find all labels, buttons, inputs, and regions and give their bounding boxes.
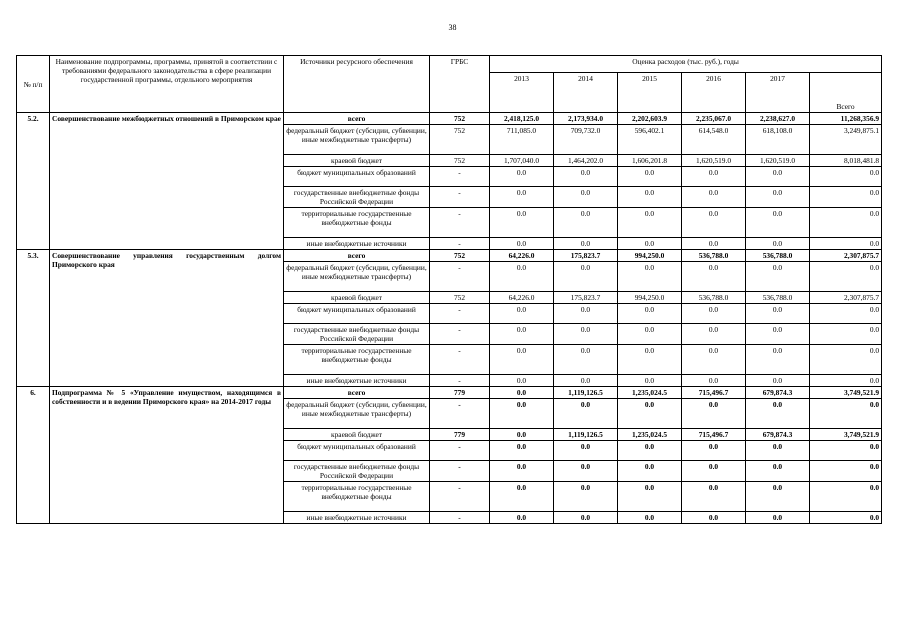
- col-estimate-header: Оценка расходов (тыс. руб.), годы: [490, 56, 882, 73]
- year-value: 0.0: [746, 167, 810, 187]
- funding-source: федеральный бюджет (субсидии, субвенции, иные межбюджетные трансферты): [284, 125, 430, 155]
- header-row: [17, 56, 882, 73]
- year-value: 1,620,519.0: [682, 155, 746, 167]
- year-value: 0.0: [618, 238, 682, 250]
- year-value: 0.0: [746, 375, 810, 387]
- grbs-code: 779: [430, 387, 490, 399]
- total-value: 0.0: [810, 187, 882, 208]
- year-value: 536,788.0: [682, 250, 746, 262]
- funding-source: федеральный бюджет (субсидии, субвенции, иные межбюджетные трансферты): [284, 399, 430, 429]
- total-value: 0.0: [810, 238, 882, 250]
- funding-source: всего: [284, 387, 430, 399]
- year-value: 0.0: [554, 324, 618, 345]
- total-value: 2,307,875.7: [810, 292, 882, 304]
- year-value: 0.0: [490, 324, 554, 345]
- year-value: 0.0: [554, 399, 618, 429]
- grbs-code: 752: [430, 125, 490, 155]
- program-name: Подпрограмма № 5 «Управление имуществом, находящимся в собственности и в ведении Приморского края» на 2014-2017 годы: [50, 387, 284, 524]
- funding-source: бюджет муниципальных образований: [284, 441, 430, 461]
- year-header: 2016: [682, 73, 746, 113]
- total-value: 0.0: [810, 441, 882, 461]
- year-value: 0.0: [618, 324, 682, 345]
- year-value: 0.0: [490, 238, 554, 250]
- funding-source: государственные внебюджетные фонды Российской Федерации: [284, 187, 430, 208]
- year-value: 1,620,519.0: [746, 155, 810, 167]
- year-value: 0.0: [746, 208, 810, 238]
- page-number: 38: [448, 23, 457, 32]
- year-value: 0.0: [490, 187, 554, 208]
- year-value: 0.0: [554, 512, 618, 524]
- year-value: 0.0: [490, 345, 554, 375]
- col-name-header: Наименование подпрограммы, программы, принятой в соответствии с требованиями федерального законодательства в сфере реализации государственной программы, отдельного мероприятия: [50, 56, 284, 113]
- year-value: 0.0: [618, 482, 682, 512]
- grbs-code: -: [430, 262, 490, 292]
- year-value: 0.0: [682, 324, 746, 345]
- year-value: 0.0: [618, 187, 682, 208]
- year-value: 0.0: [618, 208, 682, 238]
- total-header: Всего: [810, 73, 882, 113]
- funding-source: иные внебюджетные источники: [284, 512, 430, 524]
- funding-source: краевой бюджет: [284, 292, 430, 304]
- funding-source: краевой бюджет: [284, 155, 430, 167]
- year-value: 0.0: [746, 441, 810, 461]
- grbs-code: -: [430, 345, 490, 375]
- year-value: 0.0: [554, 345, 618, 375]
- year-value: 0.0: [490, 167, 554, 187]
- year-value: 536,788.0: [746, 292, 810, 304]
- year-value: 0.0: [490, 304, 554, 324]
- year-value: 0.0: [490, 482, 554, 512]
- year-header: 2013: [490, 73, 554, 113]
- year-value: 0.0: [618, 375, 682, 387]
- year-value: 711,085.0: [490, 125, 554, 155]
- table-row: [17, 250, 882, 262]
- funding-source: федеральный бюджет (субсидии, субвенции, иные межбюджетные трансферты): [284, 262, 430, 292]
- table-row: [17, 113, 882, 125]
- year-value: 614,548.0: [682, 125, 746, 155]
- year-value: 0.0: [746, 187, 810, 208]
- year-value: 1,235,024.5: [618, 387, 682, 399]
- funding-source: государственные внебюджетные фонды Российской Федерации: [284, 324, 430, 345]
- year-value: 0.0: [490, 387, 554, 399]
- year-value: 0.0: [618, 399, 682, 429]
- year-value: 0.0: [554, 441, 618, 461]
- grbs-code: -: [430, 324, 490, 345]
- year-value: 0.0: [746, 238, 810, 250]
- year-value: 2,238,627.0: [746, 113, 810, 125]
- col-num-header: № п/п: [17, 56, 50, 113]
- grbs-code: -: [430, 375, 490, 387]
- total-value: 0.0: [810, 208, 882, 238]
- year-value: 0.0: [618, 262, 682, 292]
- grbs-code: -: [430, 187, 490, 208]
- grbs-code: -: [430, 238, 490, 250]
- year-header: 2015: [618, 73, 682, 113]
- year-value: 715,496.7: [682, 387, 746, 399]
- grbs-code: 779: [430, 429, 490, 441]
- year-value: 0.0: [746, 324, 810, 345]
- total-value: 0.0: [810, 324, 882, 345]
- year-value: 0.0: [554, 187, 618, 208]
- row-number: 5.3.: [17, 250, 50, 387]
- total-value: 0.0: [810, 461, 882, 482]
- year-value: 0.0: [618, 512, 682, 524]
- total-value: 0.0: [810, 304, 882, 324]
- year-value: 0.0: [682, 187, 746, 208]
- year-value: 0.0: [746, 461, 810, 482]
- year-value: 536,788.0: [746, 250, 810, 262]
- year-value: 175,823.7: [554, 292, 618, 304]
- year-value: 0.0: [746, 262, 810, 292]
- funding-source: всего: [284, 113, 430, 125]
- funding-source: бюджет муниципальных образований: [284, 167, 430, 187]
- year-value: 64,226.0: [490, 292, 554, 304]
- funding-source: государственные внебюджетные фонды Российской Федерации: [284, 461, 430, 482]
- col-grbs-header: ГРБС: [430, 56, 490, 113]
- total-value: 0.0: [810, 375, 882, 387]
- year-value: 715,496.7: [682, 429, 746, 441]
- year-value: 0.0: [554, 375, 618, 387]
- year-value: 0.0: [682, 262, 746, 292]
- funding-source: территориальные государственные внебюджетные фонды: [284, 208, 430, 238]
- grbs-code: -: [430, 441, 490, 461]
- program-name: Совершенствование управления государственным долгом Приморского края: [50, 250, 284, 387]
- year-header: 2014: [554, 73, 618, 113]
- year-value: 0.0: [682, 399, 746, 429]
- grbs-code: 752: [430, 250, 490, 262]
- year-value: 2,173,934.0: [554, 113, 618, 125]
- grbs-code: 752: [430, 292, 490, 304]
- total-value: 0.0: [810, 512, 882, 524]
- year-value: 0.0: [682, 167, 746, 187]
- total-value: 3,249,875.1: [810, 125, 882, 155]
- year-value: 2,235,067.0: [682, 113, 746, 125]
- year-value: 0.0: [490, 262, 554, 292]
- year-value: 0.0: [490, 512, 554, 524]
- year-value: 2,418,125.0: [490, 113, 554, 125]
- year-value: 0.0: [682, 304, 746, 324]
- year-value: 0.0: [618, 304, 682, 324]
- year-value: 0.0: [490, 399, 554, 429]
- row-number: 5.2.: [17, 113, 50, 250]
- year-value: 0.0: [682, 238, 746, 250]
- year-value: 709,732.0: [554, 125, 618, 155]
- year-value: 679,874.3: [746, 387, 810, 399]
- total-value: 0.0: [810, 345, 882, 375]
- program-name: Совершенствование межбюджетных отношений в Приморском крае: [50, 113, 284, 250]
- funding-source: краевой бюджет: [284, 429, 430, 441]
- year-value: 0.0: [682, 461, 746, 482]
- total-value: 3,749,521.9: [810, 429, 882, 441]
- total-value: 11,268,356.9: [810, 113, 882, 125]
- funding-source: бюджет муниципальных образований: [284, 304, 430, 324]
- funding-source: территориальные государственные внебюджетные фонды: [284, 482, 430, 512]
- grbs-code: 752: [430, 113, 490, 125]
- year-value: 536,788.0: [682, 292, 746, 304]
- total-value: 0.0: [810, 482, 882, 512]
- year-value: 0.0: [746, 399, 810, 429]
- table-row: [17, 387, 882, 399]
- grbs-code: 752: [430, 155, 490, 167]
- year-value: 0.0: [618, 167, 682, 187]
- year-value: 0.0: [746, 512, 810, 524]
- row-number: 6.: [17, 387, 50, 524]
- year-value: 0.0: [490, 461, 554, 482]
- total-value: 0.0: [810, 167, 882, 187]
- year-value: 0.0: [682, 482, 746, 512]
- year-value: 0.0: [682, 441, 746, 461]
- year-value: 175,823.7: [554, 250, 618, 262]
- year-value: 596,402.1: [618, 125, 682, 155]
- year-value: 0.0: [554, 208, 618, 238]
- grbs-code: -: [430, 208, 490, 238]
- total-value: 3,749,521.9: [810, 387, 882, 399]
- year-value: 0.0: [618, 461, 682, 482]
- year-value: 1,119,126.5: [554, 429, 618, 441]
- year-value: 0.0: [682, 512, 746, 524]
- year-value: 0.0: [554, 461, 618, 482]
- year-header: 2017: [746, 73, 810, 113]
- year-value: 0.0: [554, 238, 618, 250]
- grbs-code: -: [430, 482, 490, 512]
- year-value: 994,250.0: [618, 250, 682, 262]
- funding-source: иные внебюджетные источники: [284, 375, 430, 387]
- total-value: 8,018,481.8: [810, 155, 882, 167]
- year-value: 994,250.0: [618, 292, 682, 304]
- year-value: 618,108.0: [746, 125, 810, 155]
- year-value: 0.0: [554, 167, 618, 187]
- grbs-code: -: [430, 304, 490, 324]
- year-value: 1,119,126.5: [554, 387, 618, 399]
- funding-source: всего: [284, 250, 430, 262]
- year-value: 0.0: [490, 208, 554, 238]
- year-value: 0.0: [490, 429, 554, 441]
- grbs-code: -: [430, 167, 490, 187]
- year-value: 0.0: [682, 208, 746, 238]
- year-value: 0.0: [554, 304, 618, 324]
- col-source-header: Источники ресурсного обеспечения: [284, 56, 430, 113]
- year-value: 0.0: [746, 482, 810, 512]
- year-value: 64,226.0: [490, 250, 554, 262]
- grbs-code: -: [430, 512, 490, 524]
- year-value: 0.0: [682, 375, 746, 387]
- total-value: 2,307,875.7: [810, 250, 882, 262]
- year-value: 2,202,603.9: [618, 113, 682, 125]
- year-value: 0.0: [554, 262, 618, 292]
- year-value: 1,606,201.8: [618, 155, 682, 167]
- funding-source: иные внебюджетные источники: [284, 238, 430, 250]
- resource-table: [16, 55, 882, 524]
- grbs-code: -: [430, 399, 490, 429]
- year-value: 0.0: [682, 345, 746, 375]
- year-value: 1,235,024.5: [618, 429, 682, 441]
- year-value: 0.0: [618, 441, 682, 461]
- year-value: 0.0: [490, 441, 554, 461]
- year-value: 0.0: [746, 345, 810, 375]
- year-value: 679,874.3: [746, 429, 810, 441]
- grbs-code: -: [430, 461, 490, 482]
- year-value: 0.0: [490, 375, 554, 387]
- year-value: 0.0: [554, 482, 618, 512]
- year-value: 0.0: [618, 345, 682, 375]
- funding-source: территориальные государственные внебюджетные фонды: [284, 345, 430, 375]
- total-value: 0.0: [810, 399, 882, 429]
- year-value: 1,464,202.0: [554, 155, 618, 167]
- year-value: 0.0: [746, 304, 810, 324]
- year-value: 1,707,040.0: [490, 155, 554, 167]
- total-value: 0.0: [810, 262, 882, 292]
